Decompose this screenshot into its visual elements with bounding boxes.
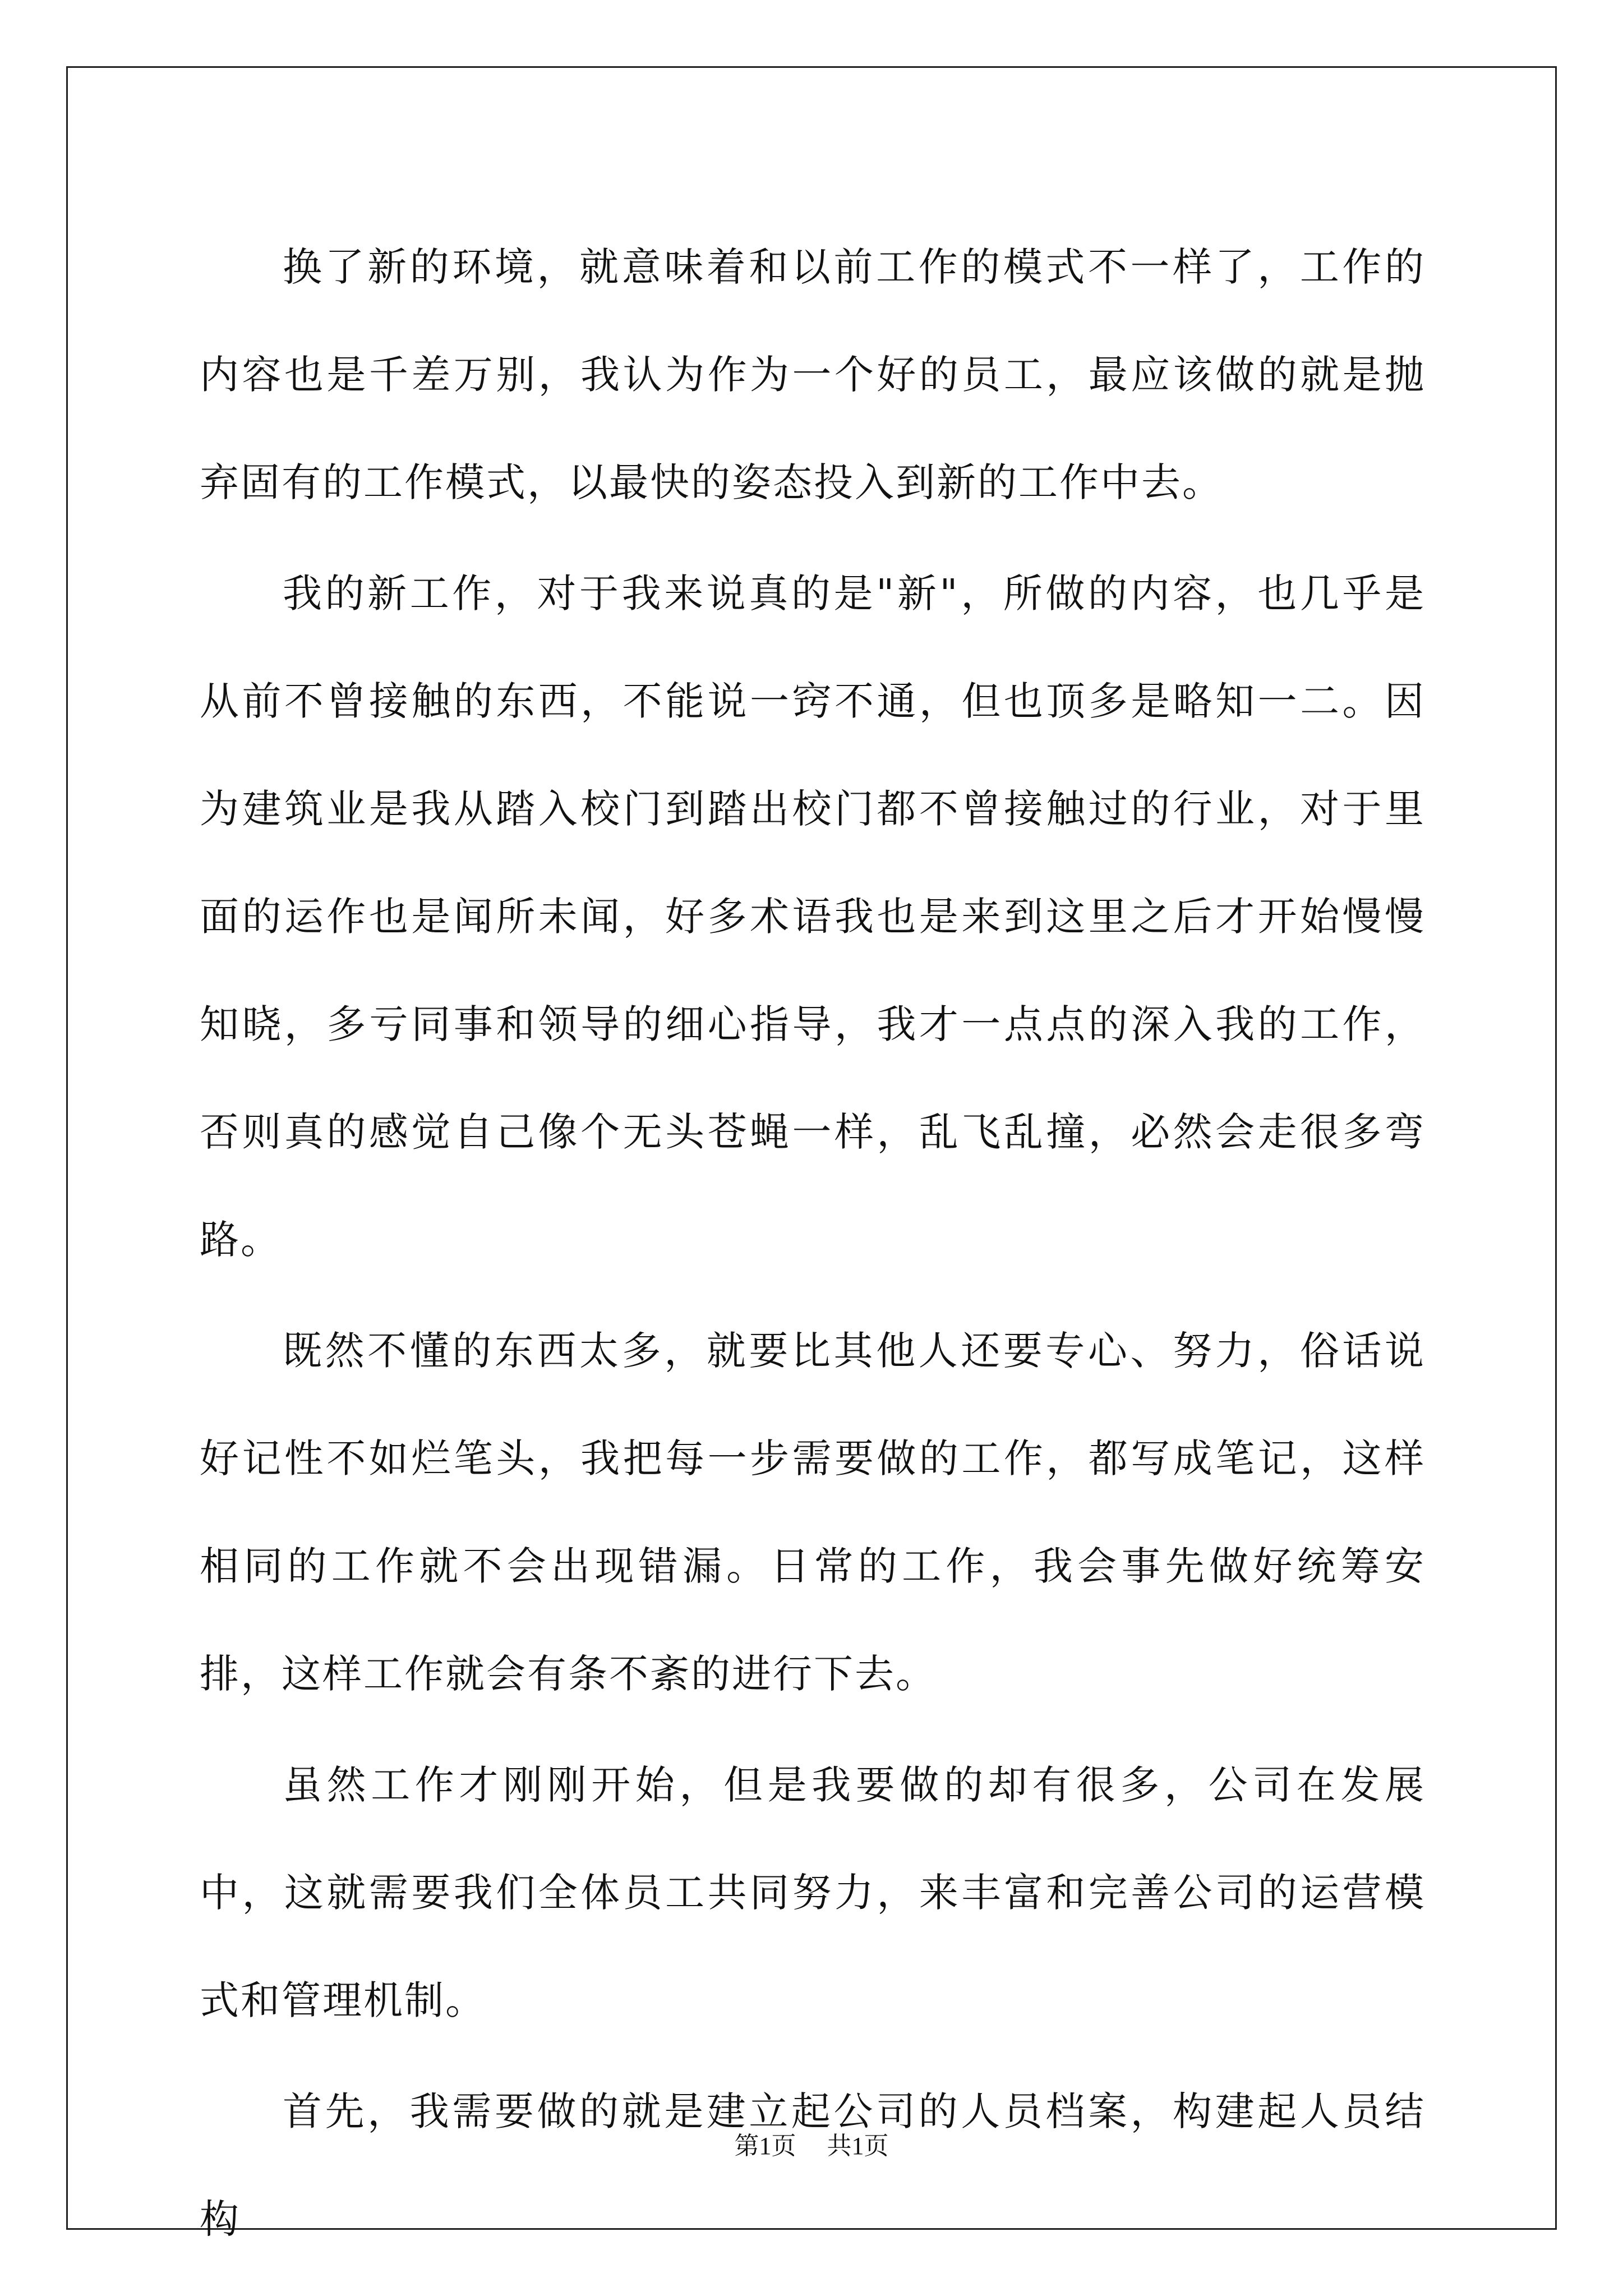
page-number-current: 第1页 bbox=[734, 2132, 796, 2160]
document-body bbox=[200, 213, 1426, 2276]
page-footer bbox=[0, 2129, 1623, 2163]
page-number-total: 共1页 bbox=[827, 2132, 889, 2160]
paragraph: 我的新工作，对于我来说真的是"新"，所做的内容，也几乎是从前不曾接触的东西，不能说一窍不通，但也顶多是略知一二。因为建筑业是我从踏入校门到踏出校门都不曾接触过的行业，对于里面的运作也是闻所未闻，好多术语我也是来到这里之后才开始慢慢知晓，多亏同事和领导的细心指导，我才一点点的深入我的工作，否则真的感觉自己像个无头苍蝇一样，乱飞乱撞，必然会走很多弯路。 bbox=[200, 570, 1426, 1263]
paragraph: 换了新的环境，就意味着和以前工作的模式不一样了，工作的内容也是千差万别，我认为作为一个好的员工，最应该做的就是抛弃固有的工作模式，以最快的姿态投入到新的工作中去。 bbox=[200, 244, 1426, 505]
paragraph: 虽然工作才刚刚开始，但是我要做的却有很多，公司在发展中，这就需要我们全体员工共同努力，来丰富和完善公司的运营模式和管理机制。 bbox=[200, 1762, 1426, 2023]
paragraph: 首先，我需要做的就是建立起公司的人员档案，构建起人员结构 bbox=[200, 2088, 1426, 2242]
paragraph: 既然不懂的东西太多，就要比其他人还要专心、努力，俗话说好记性不如烂笔头，我把每一步需要做的工作，都写成笔记，这样相同的工作就不会出现错漏。日常的工作，我会事先做好统筹安排，这样工作就会有条不紊的进行下去。 bbox=[200, 1328, 1426, 1697]
